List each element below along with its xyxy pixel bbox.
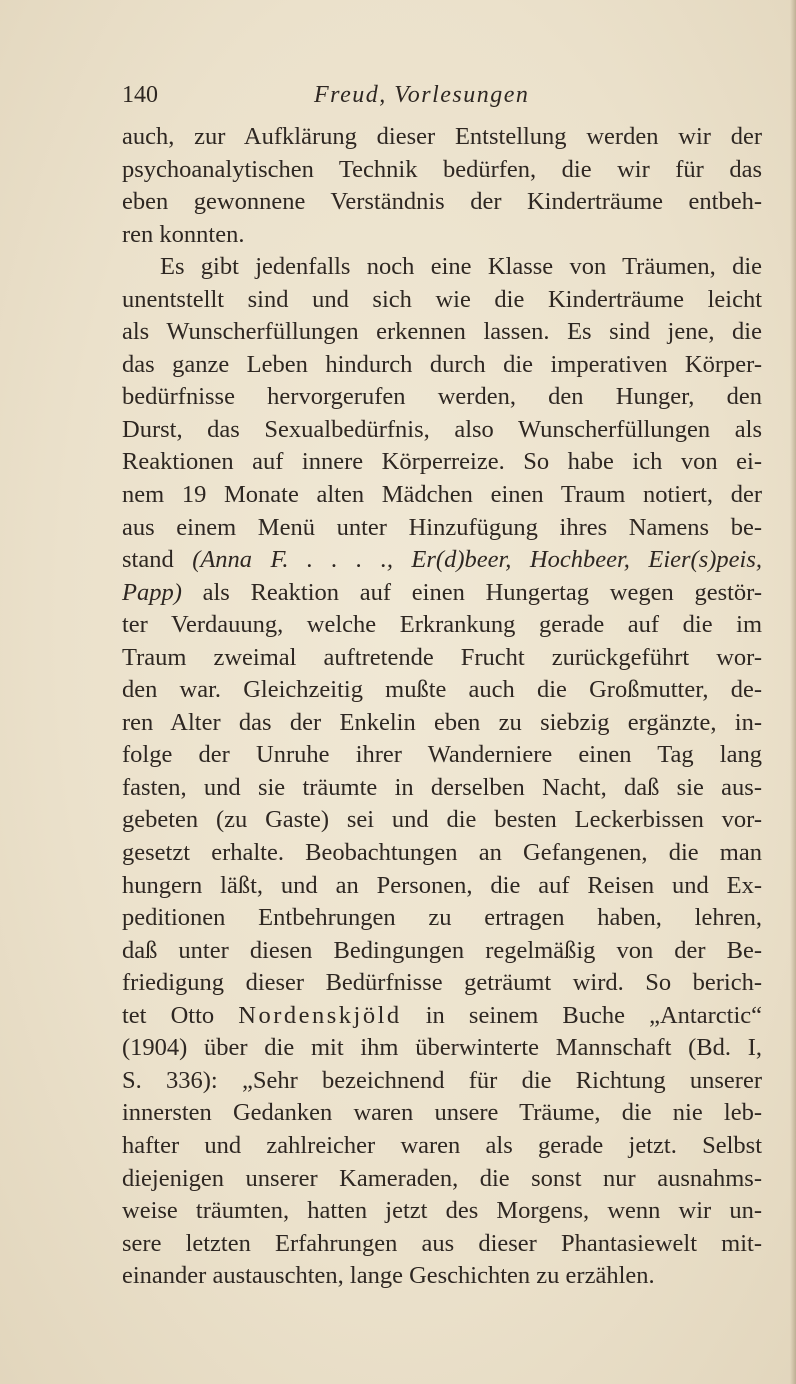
text-segment: in seinem Buche „Antarctic“ (401, 1001, 763, 1029)
text-line: ter Verdauung, welche Erkrankung gerade auf die im (122, 611, 762, 639)
page-edge-shadow (790, 0, 796, 1384)
text-line (122, 544, 762, 577)
text-line: ren Alter das der Enkelin eben zu siebzig ergänzte, in- (122, 708, 762, 736)
text-line: gebeten (zu Gaste) sei und die besten Leckerbissen vor- (122, 806, 762, 834)
text-line: eben gewonnene Verständnis der Kinderträume entbeh- (122, 188, 762, 216)
italic-quote: Papp) (122, 578, 182, 606)
text-line: diejenigen unserer Kameraden, die sonst nur ausnahms- (122, 1164, 762, 1192)
body-text (122, 121, 762, 1293)
text-line: nem 19 Monate alten Mädchen einen Traum notiert, der (122, 481, 762, 509)
italic-quote: (Anna F. . . . ., Er(d)beer, Hochbeer, Eier(s)peis, (192, 546, 762, 574)
text-line: bedürfnisse hervorgerufen werden, den Hunger, den (122, 383, 762, 411)
text-line: das ganze Leben hindurch durch die imperativen Körper- (122, 350, 762, 378)
text-line: S. 336): „Sehr bezeichnend für die Richtung unserer (122, 1066, 762, 1094)
text-line: psychoanalytischen Technik bedürfen, die wir für das (122, 155, 762, 183)
text-line (122, 577, 762, 610)
text-line: daß unter diesen Bedingungen regelmäßig von der Be- (122, 936, 762, 964)
running-title: Freud, Vorlesungen (314, 82, 530, 108)
text-line: den war. Gleichzeitig mußte auch die Großmutter, de- (122, 676, 762, 704)
text-line: auch, zur Aufklärung dieser Entstellung werden wir der (122, 123, 762, 150)
text-line: peditionen Entbehrungen zu ertragen haben, lehren, (122, 904, 762, 932)
text-line: innersten Gedanken waren unsere Träume, die nie leb- (122, 1099, 762, 1127)
text-line: friedigung dieser Bedürfnisse geträumt wird. So berich- (122, 969, 762, 997)
text-line: hafter und zahlreicher waren als gerade jetzt. Selbst (122, 1131, 762, 1159)
text-line: einander austauschten, lange Geschichten zu erzählen. (122, 1262, 655, 1290)
text-line: (1904) über die mit ihm überwinterte Mannschaft (Bd. I, (122, 1034, 762, 1062)
text-line: fasten, und sie träumte in derselben Nacht, daß sie aus- (122, 773, 762, 801)
text-line (122, 1000, 762, 1033)
text-line: aus einem Menü unter Hinzufügung ihres Namens be- (122, 513, 762, 541)
text-line: hungern läßt, und an Personen, die auf Reisen und Ex- (122, 871, 762, 899)
text-line: sere letzten Erfahrungen aus dieser Phantasiewelt mit- (122, 1229, 762, 1257)
text-line: Traum zweimal auftretende Frucht zurückgeführt wor- (122, 643, 762, 671)
text-line: gesetzt erhalte. Beobachtungen an Gefangenen, die man (122, 839, 762, 867)
text-line: Es gibt jedenfalls noch eine Klasse von Träumen, die (160, 253, 762, 281)
text-segment: als Reaktion auf einen Hungertag wegen gestör- (181, 578, 762, 606)
spaced-name: Nordenskjöld (238, 1001, 402, 1029)
text-line: Reaktionen auf innere Körperreize. So habe ich von ei- (122, 448, 762, 476)
text-line: Durst, das Sexualbedürfnis, also Wunscherfüllungen als (122, 415, 762, 443)
page-header (122, 82, 682, 118)
text-line: weise träumten, hatten jetzt des Morgens, wenn wir un- (122, 1197, 762, 1225)
text-line: unentstellt sind und sich wie die Kinderträume leicht (122, 285, 762, 313)
page-number: 140 (122, 82, 158, 108)
text-line: folge der Unruhe ihrer Wanderniere einen Tag lang (122, 741, 762, 769)
text-line: ren konnten. (122, 220, 245, 248)
text-segment: stand (122, 546, 193, 574)
text-line: als Wunscherfüllungen erkennen lassen. Es sind jene, die (122, 318, 762, 346)
text-segment: tet Otto (122, 1001, 239, 1029)
